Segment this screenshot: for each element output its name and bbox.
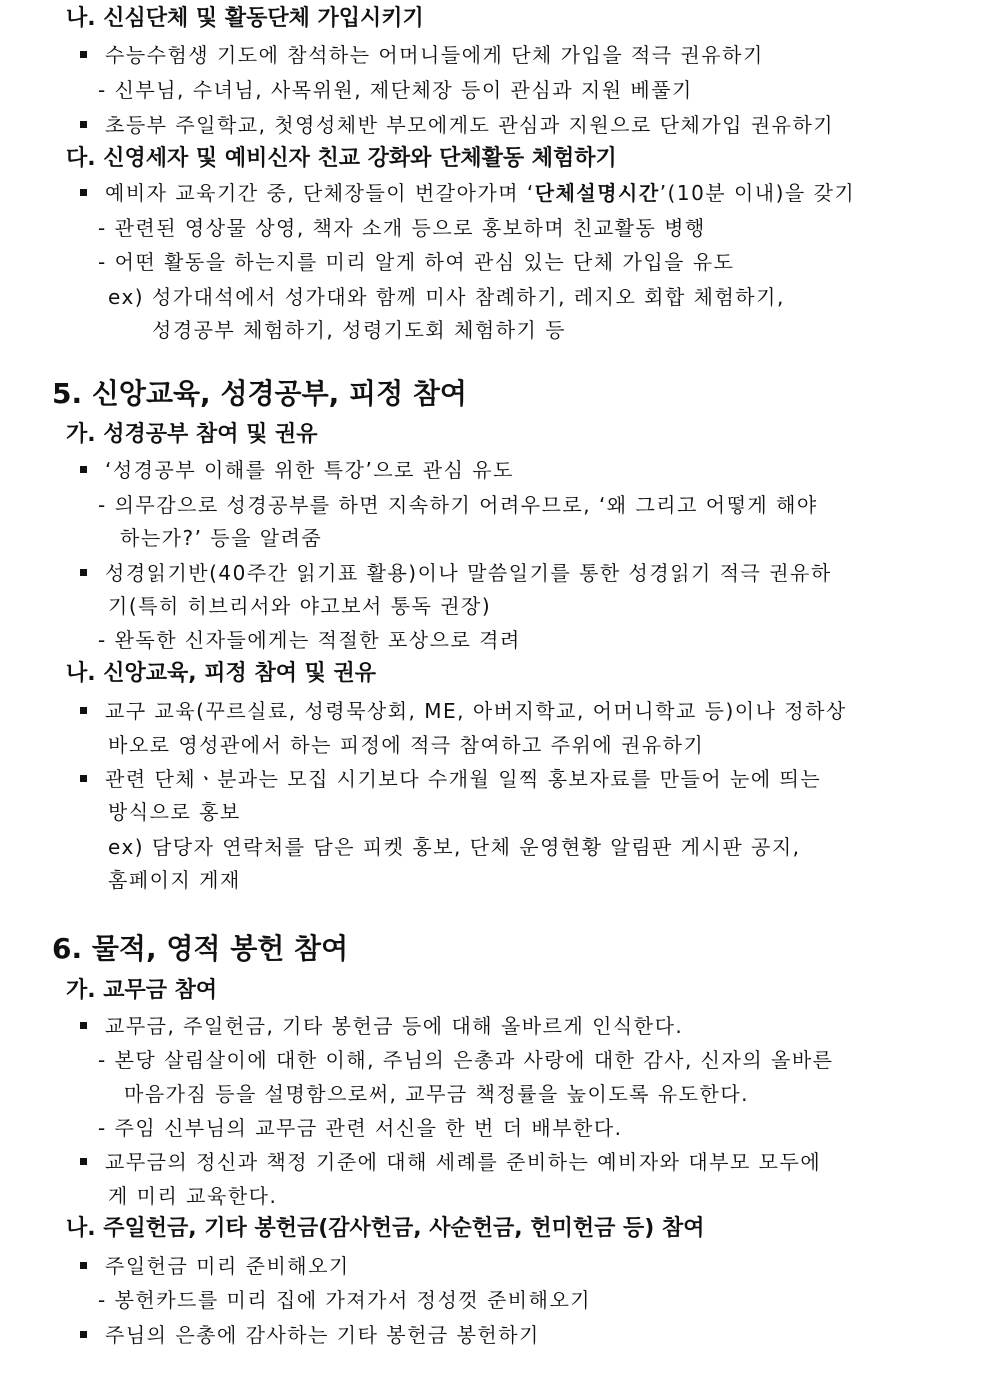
- bullet-continuation: 기(특히 히브리서와 야고보서 통독 권장): [108, 594, 492, 618]
- square-bullet-icon: [80, 1022, 87, 1029]
- square-bullet-icon: [80, 1331, 87, 1338]
- dash-item: - 완독한 신자들에게는 적절한 포상으로 격려: [98, 628, 521, 652]
- bullet-item: [80, 460, 514, 480]
- square-bullet-icon: [80, 51, 87, 58]
- bullet-text: 예비자 교육기간 중, 단체장들이 번갈아가며 ‘: [105, 181, 535, 205]
- square-bullet-icon: [80, 775, 87, 782]
- bullet-continuation: 방식으로 홍보: [108, 800, 241, 824]
- dash-item: - 관련된 영상물 상영, 책자 소개 등으로 홍보하며 친교활동 병행: [98, 216, 706, 240]
- dash-item: - 어떤 활동을 하는지를 미리 알게 하여 관심 있는 단체 가입을 유도: [98, 250, 735, 274]
- bullet-item: [80, 1152, 821, 1172]
- bullet-text: 관련 단체ㆍ분과는 모집 시기보다 수개월 일찍 홍보자료를 만들어 눈에 띄는: [105, 767, 822, 791]
- subsection-heading: 가. 성경공부 참여 및 권유: [66, 422, 318, 447]
- dash-item: - 본당 살림살이에 대한 이해, 주님의 은총과 사랑에 대한 감사, 신자의 올바른: [98, 1048, 834, 1072]
- subsection-heading: 가. 교무금 참여: [66, 978, 218, 1003]
- section-heading: 5. 신앙교육, 성경공부, 피정 참여: [52, 377, 467, 410]
- square-bullet-icon: [80, 121, 87, 128]
- example-item: ex) 성가대석에서 성가대와 함께 미사 참례하기, 레지오 회합 체험하기,: [108, 285, 785, 309]
- example-item: ex) 담당자 연락처를 담은 피켓 홍보, 단체 운영현황 알림판 게시판 공지,: [108, 835, 801, 859]
- bullet-item: [80, 183, 855, 203]
- bullet-item: [80, 1256, 350, 1276]
- bullet-item: [80, 1325, 540, 1345]
- dash-item: - 신부님, 수녀님, 사목위원, 제단체장 등이 관심과 지원 베풀기: [98, 78, 693, 102]
- dash-item: - 의무감으로 성경공부를 하면 지속하기 어려우므로, ‘왜 그리고 어떻게 해야: [98, 493, 818, 517]
- subsection-heading: 나. 신앙교육, 피정 참여 및 권유: [66, 661, 377, 686]
- bullet-item: [80, 701, 847, 721]
- bullet-text: 초등부 주일학교, 첫영성체반 부모에게도 관심과 지원으로 단체가입 권유하기: [105, 113, 835, 137]
- bullet-item: [80, 769, 821, 789]
- bullet-text: 주일헌금 미리 준비해오기: [105, 1254, 350, 1278]
- bullet-item: [80, 1016, 683, 1036]
- square-bullet-icon: [80, 1262, 87, 1269]
- bullet-text: 성경읽기반(40주간 읽기표 활용)이나 말씀일기를 통한 성경읽기 적극 권유하: [105, 561, 832, 585]
- bullet-item: [80, 563, 832, 583]
- bullet-text: 교구 교육(꾸르실료, 성령묵상회, ME, 아버지학교, 어머니학교 등)이나 정하상: [105, 699, 847, 723]
- dash-continuation: 하는가?’ 등을 알려줌: [120, 526, 323, 550]
- section-heading: 6. 물적, 영적 봉헌 참여: [52, 932, 349, 965]
- bullet-text: ’(10분 이내)을 갖기: [659, 181, 856, 205]
- subsection-heading: 다. 신영세자 및 예비신자 친교 강화와 단체활동 체험하기: [66, 146, 617, 171]
- bullet-continuation: 게 미리 교육한다.: [108, 1184, 278, 1208]
- dash-continuation: 마음가짐 등을 설명함으로써, 교무금 책정률을 높이도록 유도한다.: [124, 1082, 749, 1106]
- example-continuation: 성경공부 체험하기, 성령기도회 체험하기 등: [152, 318, 567, 342]
- square-bullet-icon: [80, 569, 87, 576]
- square-bullet-icon: [80, 707, 87, 714]
- square-bullet-icon: [80, 1158, 87, 1165]
- square-bullet-icon: [80, 189, 87, 196]
- square-bullet-icon: [80, 466, 87, 473]
- bullet-text: ‘성경공부 이해를 위한 특강’으로 관심 유도: [105, 458, 514, 482]
- bullet-text: 주님의 은총에 감사하는 기타 봉헌금 봉헌하기: [105, 1323, 540, 1347]
- bullet-item: [80, 45, 764, 65]
- bullet-item: [80, 115, 834, 135]
- bullet-text: 교무금, 주일헌금, 기타 봉헌금 등에 대해 올바르게 인식한다.: [105, 1014, 684, 1038]
- subsection-heading: 나. 신심단체 및 활동단체 가입시키기: [66, 6, 424, 31]
- dash-item: - 봉헌카드를 미리 집에 가져가서 정성껏 준비해오기: [98, 1288, 592, 1312]
- example-continuation: 홈페이지 게재: [108, 868, 241, 892]
- bullet-text: 교무금의 정신과 책정 기준에 대해 세례를 준비하는 예비자와 대부모 모두에: [105, 1150, 822, 1174]
- dash-item: - 주임 신부님의 교무금 관련 서신을 한 번 더 배부한다.: [98, 1116, 623, 1140]
- bullet-continuation: 바오로 영성관에서 하는 피정에 적극 참여하고 주위에 권유하기: [108, 733, 705, 757]
- subsection-heading: 나. 주일헌금, 기타 봉헌금(감사헌금, 사순헌금, 헌미헌금 등) 참여: [66, 1216, 705, 1241]
- bullet-text: 수능수험생 기도에 참석하는 어머니들에게 단체 가입을 적극 권유하기: [105, 43, 764, 67]
- bold-term: 단체설명시간: [534, 181, 660, 205]
